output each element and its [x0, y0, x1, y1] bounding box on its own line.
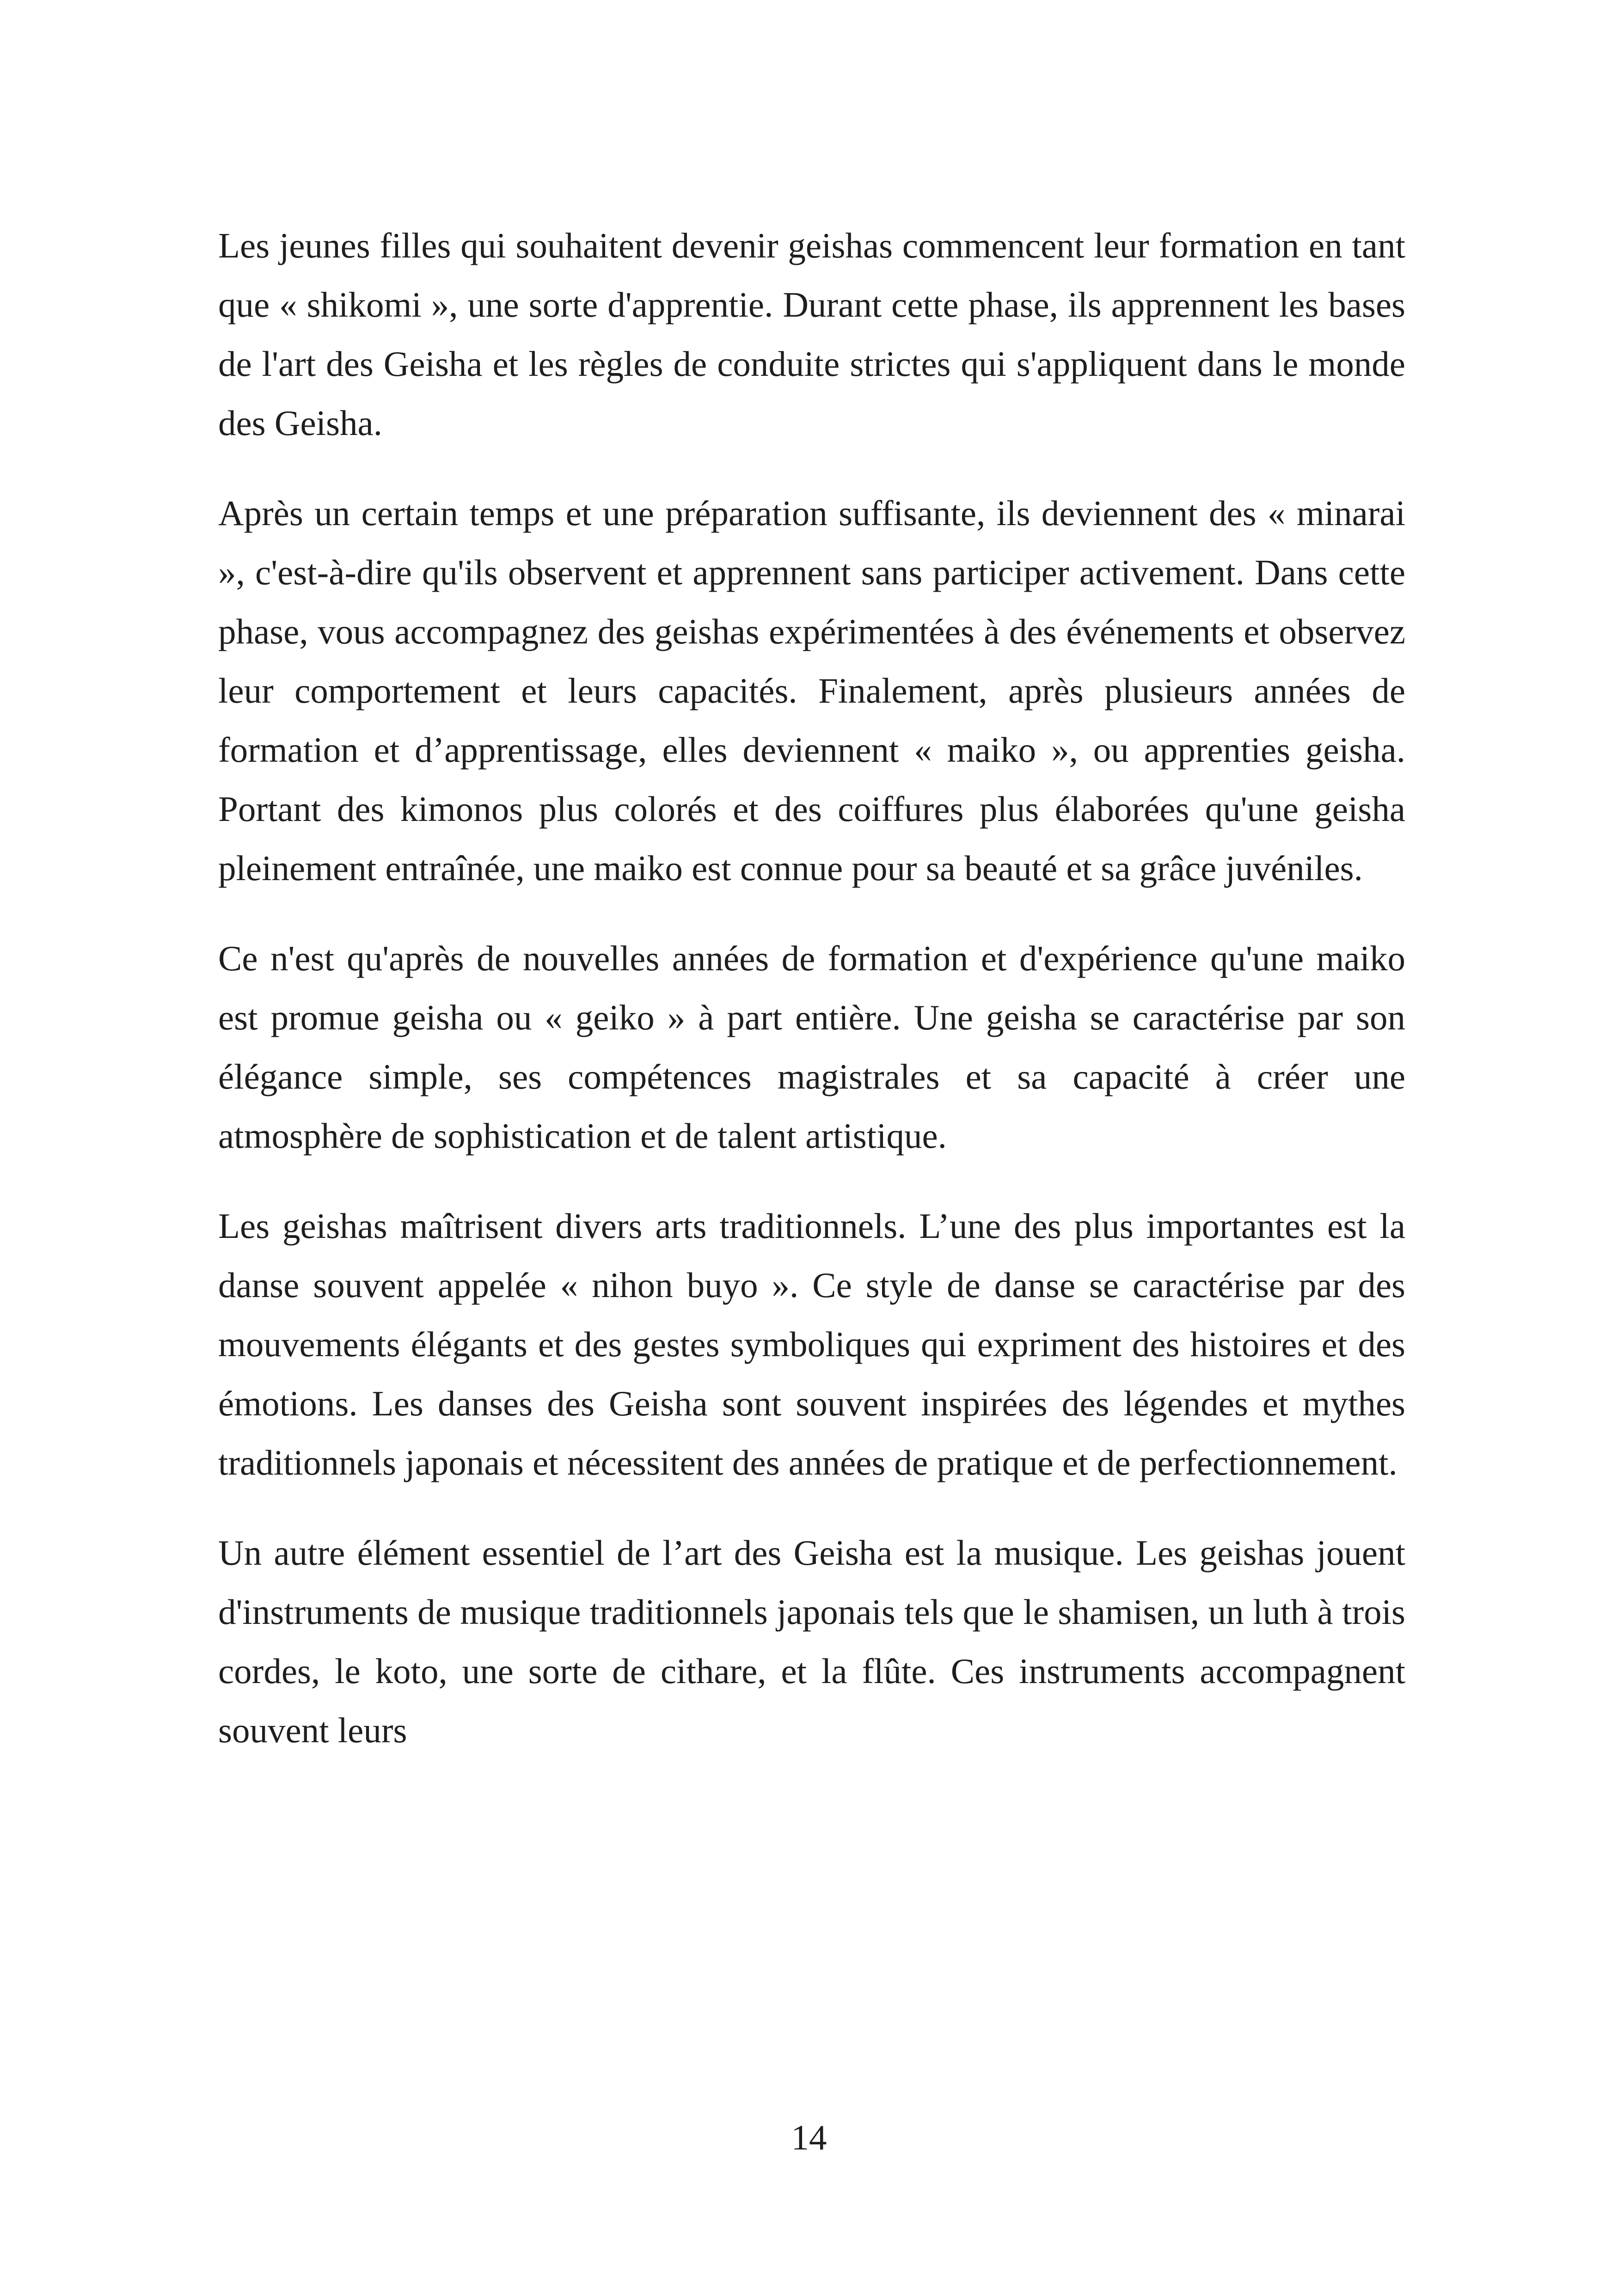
paragraph-shikomi: Les jeunes filles qui souhaitent devenir geishas commencent leur formation en tant que « shikomi », une sorte d'apprentie. Durant cette phase, ils apprennent les bases de l'art des Geisha et les règles de conduite strictes qui s'appliquent dans le monde des Geisha. — [218, 226, 1405, 443]
paragraph-minarai-maiko: Après un certain temps et une préparation suffisante, ils deviennent des « minarai », c'est-à-dire qu'ils observent et apprennent sans participer activement. Dans cette phase, vous accompagnez des geishas expérimentées à des événements et observez leur comportement et leurs capacités. Finalement, après plusieurs années de formation et d’apprentissage, elles deviennent « maiko », ou apprenties geisha. Portant des kimonos plus colorés et des coiffures plus élaborées qu'une geisha pleinement entraînée, une maiko est connue pour sa beauté et sa grâce juvéniles. — [218, 493, 1405, 888]
page-number: 14 — [791, 2118, 827, 2157]
body-text — [218, 216, 1405, 1760]
paragraph-music: Un autre élément essentiel de l’art des Geisha est la musique. Les geishas jouent d'instruments de musique traditionnels japonais tels que le shamisen, un luth à trois cordes, le koto, une sorte de cithare, et la flûte. Ces instruments accompagnent souvent leurs — [218, 1533, 1405, 1750]
paragraph-dance: Les geishas maîtrisent divers arts traditionnels. L’une des plus importantes est la danse souvent appelée « nihon buyo ». Ce style de danse se caractérise par des mouvements élégants et des gestes symboliques qui expriment des histoires et des émotions. Les danses des Geisha sont souvent inspirées des légendes et mythes traditionnels japonais et nécessitent des années de pratique et de perfectionnement. — [218, 1206, 1405, 1482]
paragraph-geiko: Ce n'est qu'après de nouvelles années de formation et d'expérience qu'une maiko est promue geisha ou « geiko » à part entière. Une geisha se caractérise par son élégance simple, ses compétences magistrales et sa capacité à créer une atmosphère de sophistication et de talent artistique. — [218, 938, 1405, 1156]
